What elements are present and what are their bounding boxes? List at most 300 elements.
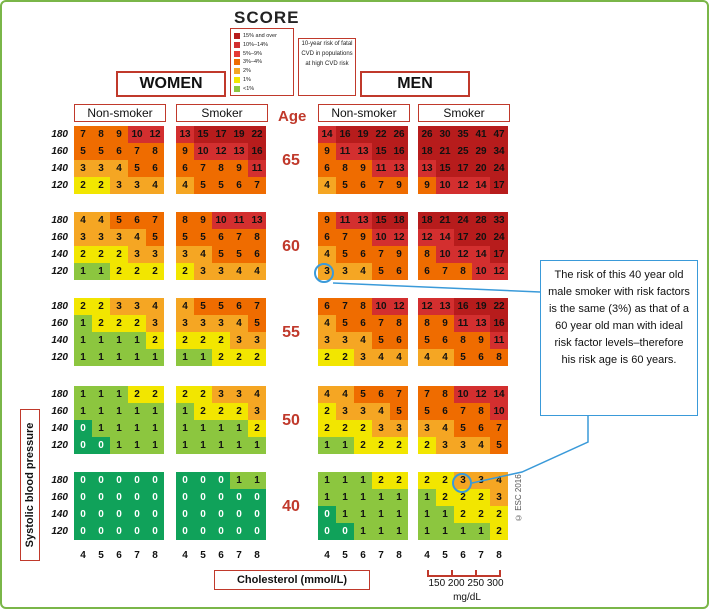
- men-smoker-risk-cell: 30: [436, 126, 454, 143]
- men-nonsmoker-risk-cell: 8: [390, 315, 408, 332]
- women-nonsmoker-risk-cell: 3: [146, 246, 164, 263]
- cholesterol-tick-label: 7: [134, 550, 140, 561]
- men-smoker-risk-cell: 8: [418, 315, 436, 332]
- men-smoker-risk-cell: 16: [454, 298, 472, 315]
- men-nonsmoker-risk-cell: 2: [372, 472, 390, 489]
- women-nonsmoker-risk-cell: 0: [92, 506, 110, 523]
- men-smoker-risk-cell: 7: [454, 403, 472, 420]
- women-smoker-risk-cell: 3: [176, 315, 194, 332]
- sbp-tick-label: 120: [51, 440, 68, 451]
- men-nonsmoker-risk-cell: 18: [390, 212, 408, 229]
- women-smoker-risk-cell: 0: [176, 489, 194, 506]
- women-nonsmoker-risk-cell: 0: [146, 472, 164, 489]
- women-smoker-risk-cell: 7: [230, 229, 248, 246]
- women-smoker-risk-cell: 11: [248, 160, 266, 177]
- women-smoker-risk-cell: 2: [230, 349, 248, 366]
- men-nonsmoker-risk-cell: 6: [318, 298, 336, 315]
- women-nonsmoker-label: Non-smoker: [74, 104, 166, 122]
- men-nonsmoker-risk-cell: 1: [354, 489, 372, 506]
- men-nonsmoker-risk-cell: 10: [372, 229, 390, 246]
- women-nonsmoker-risk-cell: 4: [146, 298, 164, 315]
- men-smoker-risk-cell: 18: [418, 212, 436, 229]
- men-smoker-risk-cell: 3: [472, 472, 490, 489]
- women-smoker-risk-cell: 12: [212, 143, 230, 160]
- men-nonsmoker-risk-cell: 6: [354, 315, 372, 332]
- men-smoker-risk-cell: 4: [472, 437, 490, 454]
- women-smoker-risk-cell: 15: [194, 126, 212, 143]
- men-nonsmoker-risk-cell: 4: [318, 386, 336, 403]
- women-nonsmoker-risk-cell: 2: [128, 263, 146, 280]
- men-nonsmoker-risk-cell: 0: [336, 523, 354, 540]
- men-smoker-risk-cell: 8: [454, 263, 472, 280]
- men-nonsmoker-risk-cell: 1: [318, 489, 336, 506]
- men-nonsmoker-risk-cell: 6: [390, 263, 408, 280]
- men-nonsmoker-risk-cell: 4: [354, 332, 372, 349]
- women-smoker-risk-cell: 9: [176, 143, 194, 160]
- women-smoker-risk-cell: 1: [212, 437, 230, 454]
- cholesterol-tick-label: 4: [424, 550, 430, 561]
- men-smoker-risk-cell: 13: [436, 298, 454, 315]
- women-smoker-risk-cell: 5: [230, 246, 248, 263]
- women-nonsmoker-risk-cell: 7: [128, 143, 146, 160]
- women-smoker-risk-cell: 1: [176, 437, 194, 454]
- men-smoker-risk-cell: 7: [418, 386, 436, 403]
- women-smoker-risk-cell: 5: [194, 177, 212, 194]
- women-nonsmoker-risk-cell: 6: [146, 160, 164, 177]
- men-smoker-risk-cell: 2: [418, 472, 436, 489]
- men-nonsmoker-risk-cell: 11: [372, 160, 390, 177]
- sbp-tick-label: 180: [51, 389, 68, 400]
- women-nonsmoker-risk-cell: 1: [74, 315, 92, 332]
- women-nonsmoker-risk-cell: 0: [110, 523, 128, 540]
- men-nonsmoker-risk-cell: 15: [372, 143, 390, 160]
- women-nonsmoker-risk-cell: 1: [74, 332, 92, 349]
- men-nonsmoker-risk-cell: 3: [318, 332, 336, 349]
- men-nonsmoker-risk-cell: 2: [390, 437, 408, 454]
- women-nonsmoker-risk-cell: 3: [146, 315, 164, 332]
- men-smoker-risk-cell: 18: [418, 143, 436, 160]
- men-nonsmoker-risk-cell: 1: [354, 523, 372, 540]
- women-nonsmoker-risk-cell: 2: [74, 246, 92, 263]
- women-smoker-risk-cell: 0: [248, 523, 266, 540]
- women-smoker-risk-cell: 1: [248, 437, 266, 454]
- men-nonsmoker-risk-cell: 5: [336, 246, 354, 263]
- men-nonsmoker-risk-cell: 6: [390, 332, 408, 349]
- women-nonsmoker-risk-cell: 1: [92, 349, 110, 366]
- men-smoker-risk-cell: 21: [436, 143, 454, 160]
- women-nonsmoker-risk-cell: 0: [92, 472, 110, 489]
- women-nonsmoker-risk-cell: 3: [128, 298, 146, 315]
- sbp-tick-label: 120: [51, 180, 68, 191]
- women-nonsmoker-risk-cell: 4: [74, 212, 92, 229]
- women-smoker-risk-cell: 1: [194, 437, 212, 454]
- women-smoker-risk-cell: 2: [248, 349, 266, 366]
- men-smoker-risk-cell: 1: [418, 489, 436, 506]
- women-nonsmoker-risk-cell: 0: [92, 437, 110, 454]
- men-smoker-risk-cell: 3: [418, 420, 436, 437]
- men-smoker-risk-cell: 5: [454, 349, 472, 366]
- men-smoker-risk-cell: 15: [436, 160, 454, 177]
- men-smoker-risk-cell: 7: [490, 420, 508, 437]
- men-nonsmoker-risk-cell: 1: [318, 472, 336, 489]
- women-nonsmoker-risk-cell: 7: [74, 126, 92, 143]
- men-smoker-risk-cell: 2: [436, 489, 454, 506]
- men-nonsmoker-risk-cell: 3: [336, 332, 354, 349]
- men-smoker-risk-cell: 14: [472, 177, 490, 194]
- women-nonsmoker-risk-cell: 2: [74, 298, 92, 315]
- men-nonsmoker-risk-cell: 2: [318, 420, 336, 437]
- women-nonsmoker-risk-cell: 3: [110, 298, 128, 315]
- sbp-tick-label: 140: [51, 423, 68, 434]
- score-title: SCORE: [234, 8, 300, 27]
- men-smoker-risk-cell: 35: [454, 126, 472, 143]
- men-smoker-risk-cell: 8: [472, 403, 490, 420]
- men-nonsmoker-risk-cell: 5: [336, 315, 354, 332]
- women-nonsmoker-risk-cell: 2: [74, 177, 92, 194]
- women-smoker-risk-cell: 3: [176, 246, 194, 263]
- women-nonsmoker-risk-cell: 1: [128, 403, 146, 420]
- women-nonsmoker-risk-cell: 0: [110, 506, 128, 523]
- women-smoker-risk-cell: 8: [248, 229, 266, 246]
- men-nonsmoker-risk-cell: 1: [372, 489, 390, 506]
- women-smoker-risk-cell: 5: [212, 177, 230, 194]
- men-smoker-risk-cell: 13: [418, 160, 436, 177]
- men-nonsmoker-risk-cell: 5: [372, 263, 390, 280]
- age-label: 40: [282, 498, 300, 515]
- women-nonsmoker-risk-cell: 3: [74, 160, 92, 177]
- women-smoker-risk-cell: 1: [194, 349, 212, 366]
- sbp-tick-label: 140: [51, 509, 68, 520]
- women-smoker-risk-cell: 0: [194, 489, 212, 506]
- women-smoker-risk-cell: 3: [248, 332, 266, 349]
- men-smoker-risk-cell: 4: [490, 472, 508, 489]
- women-smoker-risk-cell: 0: [212, 523, 230, 540]
- men-smoker-risk-cell: 12: [454, 177, 472, 194]
- men-smoker-risk-cell: 28: [472, 212, 490, 229]
- men-smoker-risk-cell: 47: [490, 126, 508, 143]
- men-smoker-risk-cell: 3: [490, 489, 508, 506]
- men-nonsmoker-risk-cell: 5: [372, 332, 390, 349]
- men-smoker-risk-cell: 9: [418, 177, 436, 194]
- women-nonsmoker-risk-cell: 2: [146, 332, 164, 349]
- women-smoker-risk-cell: 9: [194, 212, 212, 229]
- men-smoker-risk-cell: 1: [454, 523, 472, 540]
- legend-label: <1%: [243, 85, 255, 92]
- men-smoker-risk-cell: 3: [454, 437, 472, 454]
- cholesterol-tick-label: 4: [80, 550, 86, 561]
- women-nonsmoker-risk-cell: 2: [128, 315, 146, 332]
- women-nonsmoker-risk-cell: 1: [92, 403, 110, 420]
- women-nonsmoker-risk-cell: 3: [110, 229, 128, 246]
- men-smoker-risk-cell: 6: [418, 263, 436, 280]
- women-smoker-risk-cell: 1: [230, 472, 248, 489]
- cholesterol-tick-label: 5: [442, 550, 448, 561]
- sbp-tick-label: 140: [51, 163, 68, 174]
- women-nonsmoker-risk-cell: 4: [110, 160, 128, 177]
- women-smoker-risk-cell: 4: [194, 246, 212, 263]
- men-smoker-risk-cell: 17: [454, 160, 472, 177]
- women-nonsmoker-risk-cell: 2: [92, 177, 110, 194]
- women-nonsmoker-risk-cell: 2: [110, 246, 128, 263]
- men-nonsmoker-risk-cell: 0: [318, 523, 336, 540]
- women-label: WOMEN: [116, 71, 226, 97]
- women-smoker-risk-cell: 1: [194, 420, 212, 437]
- sbp-tick-label: 160: [51, 146, 68, 157]
- men-nonsmoker-risk-cell: 2: [318, 403, 336, 420]
- men-nonsmoker-risk-cell: 2: [354, 437, 372, 454]
- men-smoker-risk-cell: 2: [436, 472, 454, 489]
- men-nonsmoker-risk-cell: 3: [318, 263, 336, 280]
- cholesterol-tick-label: 6: [360, 550, 366, 561]
- men-smoker-risk-cell: 7: [436, 263, 454, 280]
- men-smoker-risk-cell: 1: [472, 523, 490, 540]
- cholesterol-tick-label: 7: [378, 550, 384, 561]
- men-nonsmoker-risk-cell: 5: [336, 177, 354, 194]
- men-nonsmoker-risk-cell: 6: [318, 229, 336, 246]
- women-nonsmoker-risk-cell: 0: [110, 472, 128, 489]
- women-smoker-risk-cell: 0: [212, 506, 230, 523]
- men-smoker-risk-cell: 17: [490, 177, 508, 194]
- women-nonsmoker-risk-cell: 0: [128, 523, 146, 540]
- sbp-tick-label: 180: [51, 215, 68, 226]
- men-smoker-risk-cell: 12: [418, 298, 436, 315]
- women-nonsmoker-risk-cell: 0: [92, 523, 110, 540]
- cholesterol-tick-label: 7: [236, 550, 242, 561]
- women-smoker-risk-cell: 0: [194, 506, 212, 523]
- women-nonsmoker-risk-cell: 5: [146, 229, 164, 246]
- women-nonsmoker-risk-cell: 1: [128, 332, 146, 349]
- men-nonsmoker-risk-cell: 1: [390, 489, 408, 506]
- women-smoker-risk-cell: 0: [230, 523, 248, 540]
- women-nonsmoker-risk-cell: 0: [74, 523, 92, 540]
- men-smoker-risk-cell: 14: [490, 386, 508, 403]
- women-smoker-risk-cell: 7: [194, 160, 212, 177]
- age-label: 50: [282, 412, 300, 429]
- women-smoker-risk-cell: 2: [212, 403, 230, 420]
- men-nonsmoker-risk-cell: 6: [372, 386, 390, 403]
- women-smoker-risk-cell: 0: [176, 506, 194, 523]
- men-nonsmoker-risk-cell: 1: [336, 489, 354, 506]
- men-nonsmoker-risk-cell: 7: [372, 177, 390, 194]
- women-nonsmoker-risk-cell: 0: [74, 437, 92, 454]
- women-smoker-risk-cell: 3: [194, 315, 212, 332]
- women-nonsmoker-risk-cell: 2: [92, 298, 110, 315]
- women-smoker-risk-cell: 1: [248, 472, 266, 489]
- women-nonsmoker-risk-cell: 10: [128, 126, 146, 143]
- women-nonsmoker-risk-cell: 0: [146, 523, 164, 540]
- women-smoker-risk-cell: 5: [212, 246, 230, 263]
- women-smoker-risk-cell: 2: [194, 332, 212, 349]
- women-nonsmoker-risk-cell: 9: [110, 126, 128, 143]
- women-nonsmoker-risk-cell: 2: [128, 386, 146, 403]
- age-label: 65: [282, 152, 300, 169]
- women-nonsmoker-risk-cell: 4: [146, 177, 164, 194]
- mgdl-values: 150 200 250 300: [428, 578, 504, 589]
- men-label: MEN: [360, 71, 470, 97]
- women-smoker-risk-cell: 5: [176, 229, 194, 246]
- men-nonsmoker-risk-cell: 6: [354, 246, 372, 263]
- men-nonsmoker-risk-cell: 9: [390, 177, 408, 194]
- men-smoker-risk-cell: 8: [418, 246, 436, 263]
- men-nonsmoker-risk-cell: 1: [336, 437, 354, 454]
- women-smoker-risk-cell: 17: [212, 126, 230, 143]
- women-nonsmoker-risk-cell: 0: [128, 489, 146, 506]
- men-nonsmoker-risk-cell: 7: [336, 229, 354, 246]
- men-nonsmoker-risk-cell: 6: [318, 160, 336, 177]
- sbp-tick-label: 120: [51, 526, 68, 537]
- men-nonsmoker-risk-cell: 4: [336, 386, 354, 403]
- women-nonsmoker-risk-cell: 1: [110, 420, 128, 437]
- women-nonsmoker-risk-cell: 0: [128, 506, 146, 523]
- men-nonsmoker-risk-cell: 1: [354, 472, 372, 489]
- sbp-tick-label: 160: [51, 232, 68, 243]
- cholesterol-tick-label: 7: [478, 550, 484, 561]
- sbp-tick-label: 120: [51, 266, 68, 277]
- women-smoker-risk-cell: 22: [248, 126, 266, 143]
- age-header: Age: [278, 108, 307, 125]
- men-smoker-risk-cell: 16: [490, 315, 508, 332]
- men-nonsmoker-risk-cell: 11: [336, 212, 354, 229]
- men-nonsmoker-risk-cell: 12: [390, 229, 408, 246]
- women-nonsmoker-risk-cell: 1: [92, 420, 110, 437]
- men-nonsmoker-risk-cell: 2: [336, 420, 354, 437]
- men-smoker-risk-cell: 11: [454, 315, 472, 332]
- cholesterol-tick-label: 6: [116, 550, 122, 561]
- women-nonsmoker-risk-cell: 1: [146, 403, 164, 420]
- women-smoker-risk-cell: 2: [230, 403, 248, 420]
- women-nonsmoker-risk-cell: 12: [146, 126, 164, 143]
- women-smoker-risk-cell: 4: [248, 263, 266, 280]
- women-smoker-risk-cell: 11: [230, 212, 248, 229]
- men-smoker-risk-cell: 11: [490, 332, 508, 349]
- men-nonsmoker-risk-cell: 22: [372, 126, 390, 143]
- women-smoker-risk-cell: 3: [212, 315, 230, 332]
- women-smoker-risk-cell: 6: [230, 298, 248, 315]
- women-nonsmoker-risk-cell: 3: [74, 229, 92, 246]
- mgdl-unit: mg/dL: [453, 592, 481, 603]
- legend-label: 3%–4%: [243, 59, 262, 66]
- men-smoker-risk-cell: 8: [454, 332, 472, 349]
- women-smoker-risk-cell: 3: [212, 386, 230, 403]
- women-smoker-risk-cell: 3: [248, 403, 266, 420]
- women-nonsmoker-risk-cell: 5: [110, 212, 128, 229]
- men-smoker-risk-cell: 20: [472, 229, 490, 246]
- men-nonsmoker-risk-cell: 3: [336, 403, 354, 420]
- men-smoker-risk-cell: 2: [490, 523, 508, 540]
- men-smoker-label: Smoker: [418, 104, 510, 122]
- women-smoker-risk-cell: 0: [176, 523, 194, 540]
- men-smoker-risk-cell: 10: [472, 263, 490, 280]
- men-nonsmoker-risk-cell: 5: [390, 403, 408, 420]
- copyright: © ESC 2016: [514, 474, 523, 522]
- cholesterol-tick-label: 5: [342, 550, 348, 561]
- legend-label: 10%–14%: [243, 41, 269, 48]
- women-smoker-risk-cell: 7: [248, 298, 266, 315]
- women-smoker-risk-cell: 3: [230, 386, 248, 403]
- women-nonsmoker-risk-cell: 3: [128, 246, 146, 263]
- women-nonsmoker-risk-cell: 1: [146, 437, 164, 454]
- women-smoker-risk-cell: 0: [212, 489, 230, 506]
- men-smoker-risk-cell: 13: [472, 315, 490, 332]
- women-smoker-risk-cell: 0: [212, 472, 230, 489]
- men-smoker-risk-cell: 2: [454, 489, 472, 506]
- women-smoker-risk-cell: 8: [176, 212, 194, 229]
- men-smoker-risk-cell: 6: [436, 332, 454, 349]
- women-nonsmoker-risk-cell: 1: [74, 386, 92, 403]
- men-smoker-risk-cell: 1: [436, 523, 454, 540]
- age-label: 60: [282, 238, 300, 255]
- women-nonsmoker-risk-cell: 1: [146, 420, 164, 437]
- men-smoker-risk-cell: 5: [490, 437, 508, 454]
- men-smoker-risk-cell: 3: [436, 437, 454, 454]
- men-nonsmoker-risk-cell: 4: [318, 315, 336, 332]
- women-nonsmoker-risk-cell: 6: [110, 143, 128, 160]
- men-smoker-risk-cell: 21: [436, 212, 454, 229]
- men-nonsmoker-risk-cell: 7: [336, 298, 354, 315]
- men-smoker-risk-cell: 4: [436, 349, 454, 366]
- men-nonsmoker-risk-cell: 13: [354, 212, 372, 229]
- women-smoker-risk-cell: 8: [212, 160, 230, 177]
- men-nonsmoker-risk-cell: 1: [390, 523, 408, 540]
- men-nonsmoker-risk-cell: 11: [336, 143, 354, 160]
- cholesterol-tick-label: 4: [182, 550, 188, 561]
- women-nonsmoker-risk-cell: 6: [128, 212, 146, 229]
- men-smoker-risk-cell: 12: [472, 386, 490, 403]
- cholesterol-tick-label: 6: [218, 550, 224, 561]
- men-smoker-risk-cell: 25: [454, 143, 472, 160]
- women-smoker-risk-cell: 5: [212, 298, 230, 315]
- women-nonsmoker-risk-cell: 0: [74, 489, 92, 506]
- men-smoker-risk-cell: 2: [490, 506, 508, 523]
- women-nonsmoker-risk-cell: 2: [146, 263, 164, 280]
- cholesterol-tick-label: 8: [152, 550, 158, 561]
- men-smoker-risk-cell: 12: [454, 246, 472, 263]
- women-smoker-risk-cell: 2: [194, 403, 212, 420]
- men-nonsmoker-risk-cell: 12: [390, 298, 408, 315]
- women-smoker-risk-cell: 0: [230, 506, 248, 523]
- men-nonsmoker-risk-cell: 1: [372, 523, 390, 540]
- age-label: 55: [282, 324, 300, 341]
- men-nonsmoker-risk-cell: 6: [354, 177, 372, 194]
- men-smoker-risk-cell: 8: [490, 349, 508, 366]
- cholesterol-tick-label: 4: [324, 550, 330, 561]
- men-smoker-risk-cell: 10: [454, 386, 472, 403]
- men-smoker-risk-cell: 2: [454, 506, 472, 523]
- men-smoker-risk-cell: 5: [418, 332, 436, 349]
- women-nonsmoker-risk-cell: 1: [146, 349, 164, 366]
- women-nonsmoker-risk-cell: 2: [146, 386, 164, 403]
- women-nonsmoker-risk-cell: 1: [110, 332, 128, 349]
- women-nonsmoker-risk-cell: 1: [110, 403, 128, 420]
- men-smoker-risk-cell: 17: [490, 246, 508, 263]
- men-smoker-risk-cell: 3: [454, 472, 472, 489]
- men-smoker-risk-cell: 24: [490, 160, 508, 177]
- sbp-tick-label: 140: [51, 249, 68, 260]
- sbp-tick-label: 180: [51, 129, 68, 140]
- men-nonsmoker-risk-cell: 0: [318, 506, 336, 523]
- cholesterol-tick-label: 8: [396, 550, 402, 561]
- men-nonsmoker-risk-cell: 14: [318, 126, 336, 143]
- women-nonsmoker-risk-cell: 1: [74, 349, 92, 366]
- men-smoker-risk-cell: 34: [490, 143, 508, 160]
- men-nonsmoker-risk-cell: 4: [318, 177, 336, 194]
- women-smoker-risk-cell: 3: [194, 263, 212, 280]
- men-nonsmoker-risk-cell: 1: [372, 506, 390, 523]
- women-smoker-risk-cell: 9: [230, 160, 248, 177]
- men-smoker-risk-cell: 10: [436, 177, 454, 194]
- men-smoker-risk-cell: 2: [418, 437, 436, 454]
- men-smoker-risk-cell: 41: [472, 126, 490, 143]
